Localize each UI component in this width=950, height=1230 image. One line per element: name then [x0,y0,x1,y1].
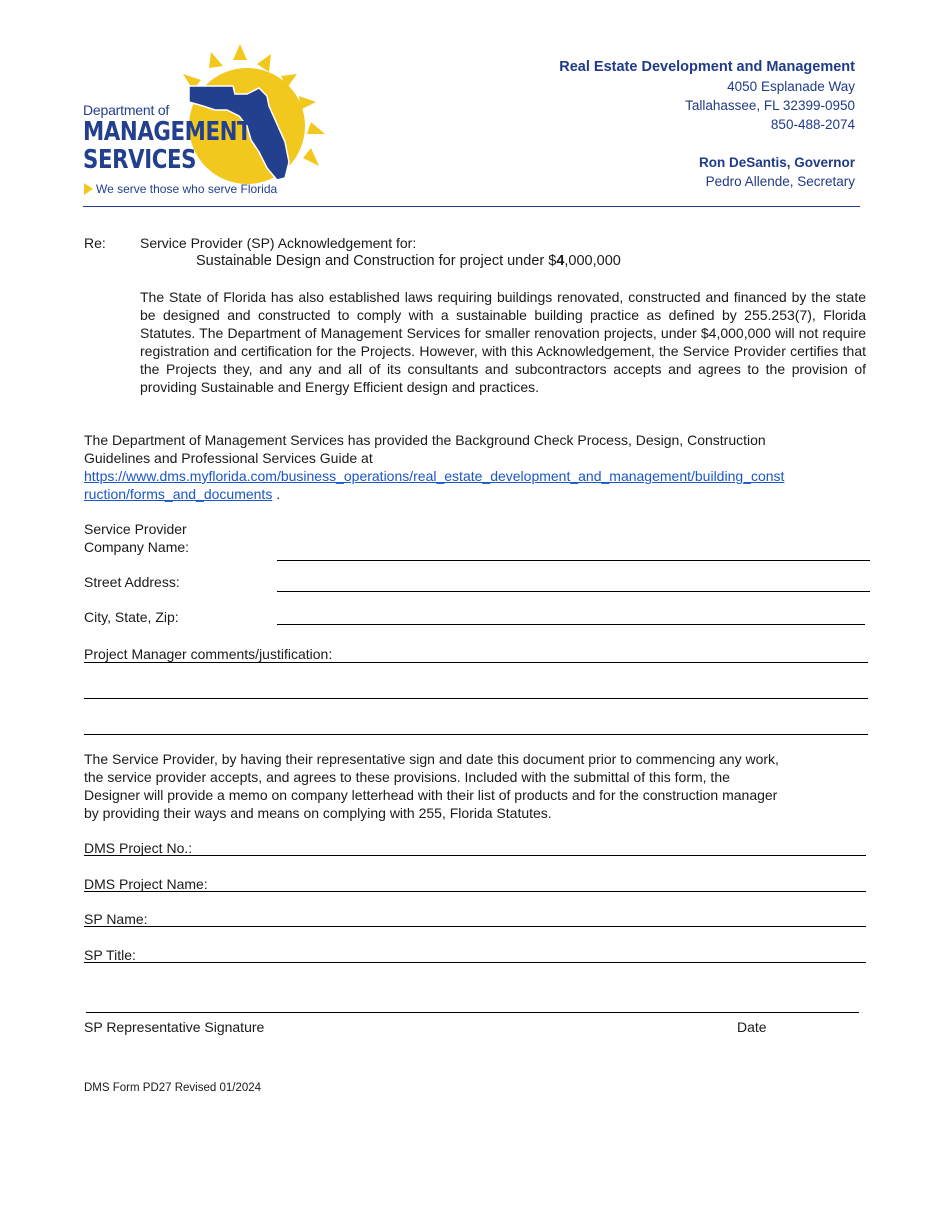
city-line[interactable] [277,624,865,625]
dms-project-no-label: DMS Project No.: [84,840,193,856]
company-label-1: Service Provider [84,521,187,537]
sp-name-line[interactable] [84,926,866,927]
pm-comments-line-3[interactable] [84,734,868,735]
re-project-suffix: ,000,000 [564,253,621,269]
pm-comments-label: Project Manager comments/justification: [84,646,333,662]
company-label-2: Company Name: [84,539,190,555]
provider-line-3: Designer will provide a memo on company letterhead with their list of products and for the construction manager [84,787,778,803]
sp-title-line[interactable] [84,962,866,963]
provider-paragraph [84,750,874,822]
signature-label: SP Representative Signature [84,1019,265,1035]
sustainability-paragraph: The State of Florida has also established laws requiring buildings renovated, constructed and financed by the state be designed and constructed to comply with a sustainable building practice as defined by 255.253(7), Florida Statutes. The Department of Management Services for smaller renovation projects, under $4,000,000 will not require registration and certification for the Projects. However, with this Acknowledgement, the Service Provider certifies that the Projects they, and any and all of its consultants and subcontractors accepts and agrees to the provision of providing Sustainable and Energy Efficient design and practices. [140,289,866,395]
company-name-line[interactable] [277,560,870,561]
tagline-arrow-icon [84,183,93,195]
date-label: Date [737,1019,767,1035]
sp-name-label: SP Name: [84,911,148,927]
sp-title-label: SP Title: [84,947,136,963]
re-label: Re: [84,235,106,251]
secretary-name: Pedro Allende, Secretary [705,174,855,189]
governor-name: Ron DeSantis, Governor [698,155,855,170]
provider-line-1: The Service Provider, by having their representative sign and date this document prior to commencing any work, [84,751,779,767]
guide-line-1: The Department of Management Services has provided the Background Check Process, Design, Construction [84,432,766,448]
city-label: City, State, Zip: [84,609,179,625]
guide-line-2: Guidelines and Professional Services Guide at [84,450,373,466]
header-divider [83,206,860,207]
provider-line-2: the service provider accepts, and agrees to these provisions. Included with the submittal of this form, the [84,769,730,785]
logo-dept-line: Department of [83,102,170,118]
dms-project-name-line[interactable] [84,891,866,892]
company-label [84,520,189,556]
pm-comments-line-2[interactable] [84,698,868,699]
org-name: Real Estate Development and Management [559,59,855,75]
re-subject: Service Provider (SP) Acknowledgement for: [140,235,417,251]
office-address-block [559,58,855,191]
dms-project-name-label: DMS Project Name: [84,876,208,892]
street-line[interactable] [277,591,870,592]
form-revision: DMS Form PD27 Revised 01/2024 [84,1082,262,1094]
guide-link-2[interactable]: ruction/forms_and_documents [84,486,273,502]
re-project-bold: 4 [556,253,565,269]
street-address: 4050 Esplanade Way [727,79,855,94]
logo-services: SERVICES [83,145,197,175]
logo-management: MANAGEMENT [83,117,252,147]
sun-florida-icon [175,44,335,184]
dms-project-no-line[interactable] [84,855,866,856]
re-project-prefix: Sustainable Design and Construction for project under $ [196,253,557,269]
guide-link-1[interactable]: https://www.dms.myflorida.com/business_operations/real_estate_development_and_management/building_const [84,468,785,484]
guide-link-after: . [272,486,281,502]
signature-line[interactable] [86,1012,859,1013]
pm-comments-line-1[interactable] [84,662,868,663]
re-project [196,252,621,270]
provider-line-4: by providing their ways and means on complying with 255, Florida Statutes. [84,805,552,821]
city-address: Tallahassee, FL 32399-0950 [685,98,855,113]
guide-paragraph [84,431,874,503]
street-label: Street Address: [84,574,180,590]
dms-logo [83,44,333,199]
logo-tagline: We serve those who serve Florida [96,182,278,196]
phone-number: 850-488-2074 [770,117,855,132]
